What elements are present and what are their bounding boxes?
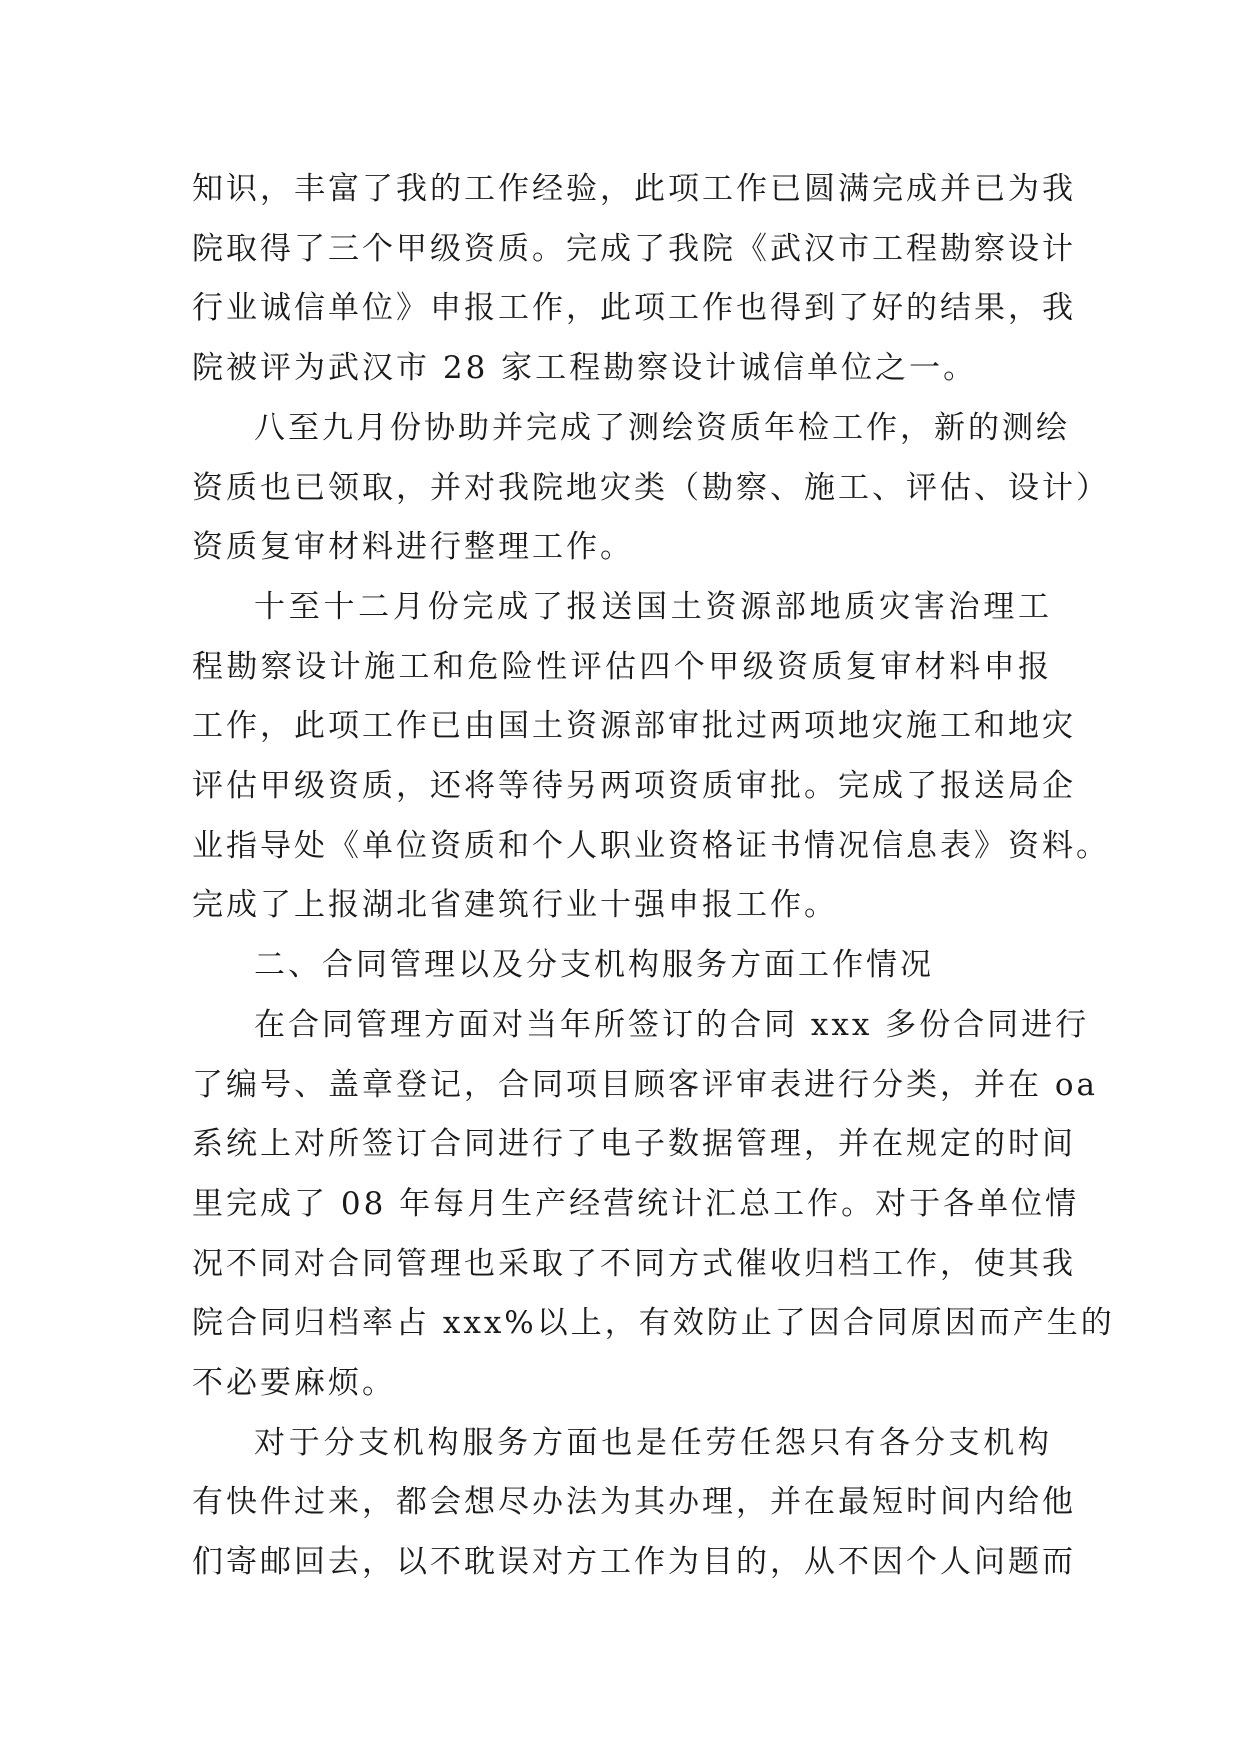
text-line: 资质也已领取，并对我院地灾类（勘察、施工、评估、设计） — [192, 469, 1110, 506]
text-line: 里完成了 08 年每月生产经营统计汇总工作。对于各单位情 — [192, 1185, 1080, 1222]
text-line: 对于分支机构服务方面也是任劳任怨只有各分支机构 — [254, 1424, 1052, 1461]
text-line: 院被评为武汉市 28 家工程勘察设计诚信单位之一。 — [192, 350, 978, 387]
text-line: 资质复审材料进行整理工作。 — [192, 529, 634, 566]
text-line: 了编号、盖章登记，合同项目顾客评审表进行分类，并在 oa — [192, 1066, 1098, 1103]
section-heading — [192, 936, 1052, 996]
paragraph-2 — [192, 399, 1110, 578]
paragraph-1 — [192, 160, 1076, 399]
text-line: 评估甲级资质，还将等待另两项资质审批。完成了报送局企 — [192, 768, 1076, 805]
text-line: 工作，此项工作已由国土资源部审批过两项地灾施工和地灾 — [192, 708, 1076, 745]
section-heading-text: 二、合同管理以及分支机构服务方面工作情况 — [254, 947, 934, 984]
text-line: 院取得了三个甲级资质。完成了我院《武汉市工程勘察设计 — [192, 230, 1076, 267]
text-line: 业指导处《单位资质和个人职业资格证书情况信息表》资料。 — [192, 827, 1110, 864]
text-line: 八至九月份协助并完成了测绘资质年检工作，新的测绘 — [254, 409, 1070, 446]
paragraph-4 — [192, 996, 1115, 1414]
paragraph-5 — [192, 1414, 1076, 1593]
document-body — [192, 160, 1115, 1593]
text-line: 完成了上报湖北省建筑行业十强申报工作。 — [192, 887, 838, 924]
text-line: 况不同对合同管理也采取了不同方式催收归档工作，使其我 — [192, 1245, 1076, 1282]
text-line: 在合同管理方面对当年所签订的合同 xxx 多份合同进行 — [254, 1006, 1090, 1043]
text-line: 院合同归档率占 xxx%以上，有效防止了因合同原因而产生的 — [192, 1305, 1115, 1342]
text-line: 知识，丰富了我的工作经验，此项工作已圆满完成并已为我 — [192, 171, 1076, 207]
text-line: 十至十二月份完成了报送国土资源部地质灾害治理工 — [254, 588, 1052, 625]
text-line: 有快件过来，都会想尽办法为其办理，并在最短时间内给他 — [192, 1484, 1076, 1521]
text-line: 行业诚信单位》申报工作，此项工作也得到了好的结果，我 — [192, 290, 1076, 327]
text-line: 系统上对所签订合同进行了电子数据管理，并在规定的时间 — [192, 1126, 1076, 1163]
text-line: 们寄邮回去，以不耽误对方工作为目的，从不因个人问题而 — [192, 1544, 1076, 1581]
paragraph-3 — [192, 578, 1110, 936]
text-line: 程勘察设计施工和危险性评估四个甲级资质复审材料申报 — [192, 648, 1052, 685]
text-line: 不必要麻烦。 — [192, 1365, 396, 1402]
